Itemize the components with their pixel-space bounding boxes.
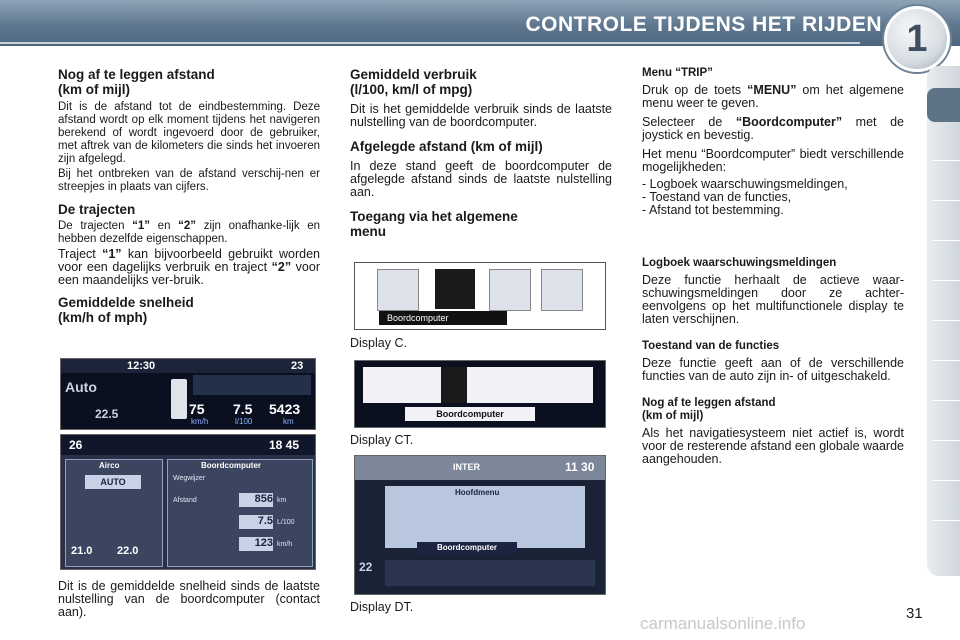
paragraph: Dit is de gemiddelde snelheid sinds de laatste nulstelling van de boordcomputer (contact aan). [58, 579, 320, 619]
section-heading: Menu “TRIP” [642, 67, 713, 79]
list-item: - Toestand van de functies, [642, 190, 792, 204]
paragraph: Dit is de afstand tot de eindbestemming. Deze afstand wordt op elk moment tijdens het navigeren berekend of wordt ingevoerd door de gebruiker, met aftrek van de kilometers die sinds het invoeren zijn afgelegd. [58, 101, 320, 165]
trip-unit-consumption: l/100 [235, 417, 253, 426]
display-ct-screenshot [354, 360, 606, 428]
gauge-icon [171, 379, 187, 419]
boordcomputer-consumption-unit: L/100 [277, 519, 295, 526]
paragraph: In deze stand geeft de boordcomputer de afgelegde afstand sinds de laatste nulstelling aan. [350, 159, 612, 199]
page-number: 31 [906, 605, 923, 622]
boordcomputer-distance-unit: km [277, 497, 287, 504]
trip-value-consumption: 7.5 [233, 401, 253, 417]
menu-selected-label: Boordcomputer [405, 407, 535, 421]
figure-caption: Display DT. [350, 600, 414, 614]
section-heading: Gemiddelde snelheid (km/h of mph) [58, 295, 194, 325]
menu-icon [377, 269, 419, 311]
page-header [0, 0, 960, 46]
tab-divider [932, 480, 960, 481]
section-heading: Nog af te leggen afstand (km of mijl) [642, 397, 776, 422]
column-3 [642, 67, 904, 466]
tab-divider [932, 520, 960, 521]
tab-divider [932, 280, 960, 281]
list-item: - Afstand tot bestemming. [642, 203, 784, 217]
section-heading: Nog af te leggen afstand (km of mijl) [58, 67, 215, 97]
display-temperature: 23 [291, 360, 304, 372]
display-screenshot-trip [60, 358, 316, 430]
figure-caption: Display C. [350, 336, 407, 350]
menu-selected-label: Boordcomputer [379, 311, 507, 325]
trip-value-speed: 75 [189, 401, 205, 417]
trip-unit-speed: km/h [191, 417, 209, 426]
climate-temp-right: 22.0 [117, 545, 139, 557]
section-heading: Logboek waarschuwingsmeldingen [642, 257, 837, 269]
display-temperature: 26 [69, 438, 83, 452]
display-dt-screenshot [354, 455, 606, 595]
boordcomputer-speed-unit: km/h [277, 541, 293, 548]
main-menu-selected-label: Boordcomputer [417, 542, 517, 554]
display-mode: Auto [65, 379, 97, 395]
menu-icons-row [363, 367, 593, 403]
paragraph: Als het navigatiesysteem niet actief is, wordt voor de resterende afstand een globale waarde aangehouden. [642, 426, 904, 466]
boordcomputer-speed-value: 123 [239, 537, 273, 551]
boordcomputer-consumption-value: 7.5 [239, 515, 273, 529]
list-item: - Logboek waarschuwingsmeldingen, [642, 177, 848, 191]
tab-divider [932, 160, 960, 161]
page-title: CONTROLE TIJDENS HET RIJDEN [525, 13, 882, 36]
tab-divider [932, 240, 960, 241]
tab-divider [932, 360, 960, 361]
display-header-title: INTER [453, 462, 480, 472]
menu-icon [489, 269, 531, 311]
climate-mode-button[interactable]: AUTO [85, 475, 141, 489]
bullet-list [642, 178, 904, 217]
boordcomputer-row-label: Afstand [173, 497, 197, 504]
paragraph: Deze functie herhaalt de actieve waar-schuwingsmeldingen door ze achter-eenvolgens op het multifunctionele display te laten verschijnen. [642, 273, 904, 326]
figure-caption: Display CT. [350, 433, 414, 447]
paragraph: Deze functie geeft aan of de verschillende functies van de auto zijn in- of uitgeschakeld. [642, 356, 904, 383]
chapter-badge: 1 [884, 6, 950, 72]
tab-divider [932, 320, 960, 321]
display-screenshot-boordcomputer [60, 434, 316, 570]
column-2 [350, 67, 612, 239]
display-clock: 12:30 [127, 360, 156, 372]
paragraph: Traject “1” kan bijvoorbeeld gebruikt worden voor een dagelijks verbruik en traject “2” voor een maandelijks ver-bruik. [58, 247, 320, 287]
display-side-value: 22 [359, 560, 373, 574]
section-heading: Gemiddeld verbruik (l/100, km/l of mpg) [350, 67, 477, 97]
column-1 [58, 67, 320, 325]
paragraph: De trajecten “1” en “2” zijn onafhanke-lijk en hebben dezelfde eigenschappen. [58, 220, 321, 245]
main-menu-title: Hoofdmenu [455, 488, 500, 497]
active-chapter-tab[interactable] [927, 88, 960, 122]
paragraph: Druk op de toets “MENU” om het algemene menu weer te geven. [642, 83, 904, 110]
trip-value-distance: 5423 [269, 401, 301, 417]
chapter-tabs [927, 66, 960, 576]
climate-temp-left: 21.0 [71, 545, 93, 557]
display-speed: 22.5 [95, 407, 119, 421]
bottom-icons-row [385, 560, 595, 586]
column-1-bottom [58, 578, 320, 619]
section-heading: De trajecten [58, 202, 136, 217]
paragraph: Bij het ontbreken van de afstand verschij-nen er streepjes in plaats van cijfers. [58, 168, 320, 193]
boordcomputer-title: Boordcomputer [201, 461, 261, 470]
display-clock: 11 30 [565, 460, 595, 474]
display-c-screenshot [354, 262, 606, 330]
boordcomputer-distance-value: 856 [239, 493, 273, 507]
menu-icon [541, 269, 583, 311]
paragraph: Dit is het gemiddelde verbruik sinds de laatste nulstelling van de boordcomputer. [350, 102, 612, 129]
watermark: carmanualsonline.info [640, 614, 806, 633]
trip-unit-distance: km [283, 417, 294, 426]
boordcomputer-row-label: Wegwijzer [173, 475, 206, 482]
menu-icon-selected [435, 269, 475, 309]
display-clock: 18 45 [269, 438, 300, 452]
climate-title: Airco [99, 461, 120, 470]
paragraph: Het menu “Boordcomputer” biedt verschillende mogelijkheden: [642, 147, 904, 174]
section-heading: Toestand van de functies [642, 340, 780, 352]
section-heading: Toegang via het algemene menu [350, 209, 518, 239]
tab-divider [932, 200, 960, 201]
tab-divider [932, 400, 960, 401]
section-heading: Afgelegde afstand (km of mijl) [350, 139, 543, 154]
paragraph: Selecteer de “Boordcomputer” met de joystick en bevestig. [642, 115, 904, 142]
header-divider [0, 42, 860, 44]
trip-icons-row [193, 375, 311, 395]
menu-icon-selected [441, 367, 467, 403]
tab-divider [932, 440, 960, 441]
